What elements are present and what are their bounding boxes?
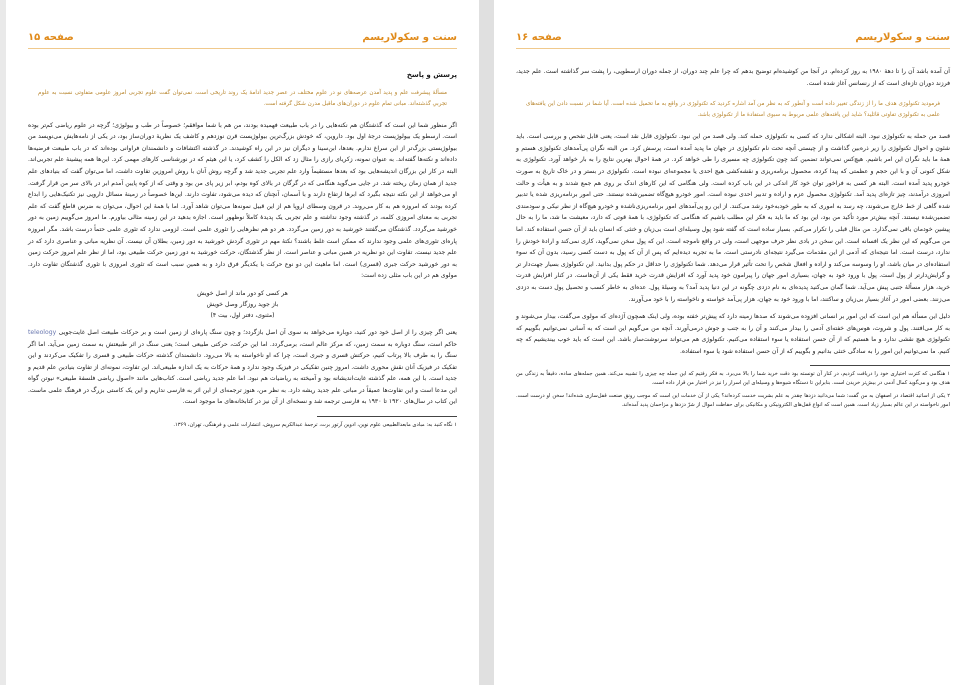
answer-paragraph: دلیل این مسأله هم این است که این امور بر انسانی افزوده می‌شوند که صدها زمینه دارد که پیش‌تر خفته بوده، ولی اینک همچون آژده‌ای که مولوی می‌گفت، بیدار می‌شوند و به کار می‌افتند. پول و شروت، هوس‌های خفته‌ای آدمی را بیدار می‌کنند و آن را به جنب و جوش درمی‌آورند. آنچه من می‌گویم این است که به آسانی نمی‌توانیم بگوییم که تکنولوژی هیچ نقشی ندارد و ما هستیم که از آن حسن استفاده یا سوء استفاده می‌کنیم. تکنولوژی هم می‌تواند سرنوشت‌ساز باشد. این است که باید خوب بیندیشیم که چه کنیم. ما نمی‌توانیم این امور را به سادگی خنثی بدانیم و بگوییم که از آن حسن استفاده شود یا سوء استفاده. xyxy=(516,313,950,355)
paragraph-text: حاکم است، سنگ دوباره به سمت زمین، که مرکز عالم است، برمی‌گردد. اما این حرکت، حرکتی طبیعی است؛ یعنی سنگ در اثر طبیعتش به سمت زمین می‌آید. اما اگر سنگ را به طرف بالا پرتاب کنیم، حرکتش قسری و جبری است، چرا که او ناخواسته به بالا می‌رود. دانشمندان گذشته حرکات طبیعی و قسری را تفکیک می‌کردند و این تفکیک در فیزیک آنان نقش محوری داشت. امروز چنین تفکیکی در فیزیک وجود ندارد و همهٔ حرکات به یک اندازه طبیعی‌اند. این تفاوت، نمونه‌ای از تفاوت بنیادین علم قدیم و جدید است. با این همه، علم گذشته غایت‌اندیشانه بود و آمیخته به ریاضیات هم نبود. اما علم جدید ریاضی است. کتاب‌هایی مانند «اصول ریاضی فلسفهٔ طبیعی» نیوتن xyxy=(28,340,458,383)
page-number: صفحه ۱۶ xyxy=(516,32,562,43)
page-body xyxy=(516,66,950,414)
answer-paragraph xyxy=(28,327,457,408)
verse-line: هر کسی کو دور ماند از اصل خویش xyxy=(197,289,288,297)
poem-verse xyxy=(28,288,457,321)
page-gutter xyxy=(479,0,494,685)
answer-paragraph: قصد من حمله به تکنولوژی نبود. البته اشکالی ندارد که کسی به تکنولوژی حمله کند. ولی قصد من این نبود. تکنولوژی قابل نقد است، یعنی قابل تفحص و بررسی است. باید شئون و احوال تکنولوژی را زیر ذره‌بین گذاشت و از چیستی آنچه تحت نام تکنولوژی در جهان ما پدید آمده است، پرسش کرد. من البته نگران پی‌آمدهای تکنولوژی هستم و همهٔ ما باید نگران این امر باشیم. هیچ‌کس نمی‌تواند تضمین کند چون تکنولوژی چه مسیری را طی خواهد کرد. در همهٔ احوال بهترین نتایج را به بار خواهد آورد. تکنولوژی به شکل کنونی آن و با این حجم و عظمتی که پیدا کرده، محصول برنامه‌ریزی و نقشه‌کشی هیچ احدی یا مجموعه‌ای نبوده است. تکنولوژی در بستر و در خاک تاریخ به صورت خودرو پدید آمده است. البته هر کسی به فراخور توان خود کار اندکی در این باب کرده است. ولی هنگامی که این کارهای اندک بر روی هم جمع شدند و به هیأت و حالت امروزی درآمدند، چیز تازه‌ای پدید آمد. تکنولوژی محصول عزم و اراده و تدبیر احدی نبوده است. امور خودرو هیچ‌گاه تضمین‌شده نیستند. حتی امور برنامه‌ریزی شده یا تدبیر شده گاهی از خط خارج می‌شوند، چه رسد به اموری که به طور خودبه‌خود رشد می‌کنند. از این رو پی‌آمدهای امور برنامه‌ریزی‌ناشده و خودرو هیچ‌گاه از نظر نیکی و سودمندی تضمین‌شده نیستند. آنچه بیش‌تر مورد تأکید من بود، این بود که ما باید به فکر این مطلب باشیم که هنگامی که تکنولوژی، با همهٔ قوتی که دارد، معیشت ما شد، ما را به حال پیشین خودمان باقی نمی‌گذارد. من مثال قبلی را تکرار می‌کنم. بسیار ساده است که گفته شود پول وسیله‌ای است بی‌زیان و خنثی که انسان باید از آن حسن استفاده کند. اما من می‌گویم که این نظر یک افسانه است. این سخن در بادی نظر حرف موجهی است، ولی در واقع ناموجه است. این که پول سخن نمی‌گوید، کاری نمی‌کند و ارادهٔ خودش را ندارد، درست است. اما نتیجه‌ای که آدمی از این مقدمات می‌گیرد نتیجه‌ای نادرستی است. ما به تجربه دیده‌ایم که پس از آن که پول به دست کسی رسید، بدون آن که سوء استفاده‌ای در میان باشد، او را وسوسه می‌کند و اراده و افعال شخص را تحت تأثیر قرار می‌دهد. شما تکنولوژی را حداقل در حکم پول بدانید. این تکنولوژی بسیار جهت‌دار تر و گرایش‌دارتر از پول است. پول با ورود خود به جهان، بسیاری امور جهان را پیرامون خود پدید آورد که افزایش قدرت خرید فقط یکی از آن‌هاست. در کنار افزایش قدرت خرید، هزار مسألهٔ جنبی پیش می‌آید. شما گمان می‌کنید پدیده‌ای به نام دزدی چگونه در این دنیا پدید آمد؟ به وسیلهٔ پول. عده‌ای به خاطر کسب و تحصیل پول دست به دزدی می‌زنند. بعضی امور در آغاز بسیار بی‌زیان و ساکتند، اما با ورود خود به جهان، هزار پی‌آمد خواسته و ناخواسته را با خود می‌آورند. xyxy=(516,133,950,303)
verse-line: باز جوید روزگار وصل خویش xyxy=(206,300,279,308)
paragraph-text: گواه این مدعا است و این تفاوت‌ها عمیقاً در مبانی علم جدید ریشه دارد. به نظر من، هنوز ترجمه‌ای از این اثر به فارسی نداریم و این یک کاستی بزرگ در فرهنگ علمی ماست. این کتاب در سال‌های ۱۹۲۰ تا ۱۹۳۰ به فارسی ترجمه شد و نسخه‌ای از آن نیز در کتابخانه‌های ما موجود است. xyxy=(28,375,457,406)
question-abstract: مسألهٔ پیشرفت علم و پدید آمدن عرصه‌های نو در علوم مختلف در عصر جدید ادامهٔ یک روند تاریخی است. نمی‌توان گفت علوم تجربی امروز علومی متفاوتی نسبت به علوم تجربیِ گذشته‌اند. مبانی تمام علوم در دوران‌های ماقبل مدرن شکل گرفته است. xyxy=(38,89,447,107)
right-page xyxy=(494,0,972,685)
question-abstract: فرمودید تکنولوژی هدف ما را از زندگی تغییر داده است و آنطور که به نظر من آمد اشاره کردید که تکنولوژی در واقع به ما تحمیل شده است. آیا شما در نسبت دادن این یافته‌های علمی به تکنولوژی تفاوتی قائلید؟ شاید این یافته‌های علمی مربوط به سبوی استفادهٔ ما از تکنولوژی باشد. xyxy=(526,101,940,119)
footnote: ۱ نگاه کنید به: مبادی مابعدالطبیعی علوم نوین، ادوین آرتور برت، ترجمهٔ عبدالکریم سروش، انتشارات علمی و فرهنگی، تهران، ۱۳۶۹. xyxy=(173,422,457,429)
left-page xyxy=(6,0,479,685)
paragraph-text: یعنی اگر چیزی را از اصل خود دور کنید، دوباره می‌خواهد به سوی آن اصل بازگردد؛ و چون سنگ پاره‌ای از زمین است و بر حرکات طبیعت اصل غایت‌جویی xyxy=(58,328,457,336)
footnote: ۱ هنگامی که کثرت اختیاری خود را دریافت کردیم، در کنار آن تونسته بود دقت خرید شما را بالا می‌برد. به فکر رفتیم که این جمله چه چیزی را تشبیه می‌کند. همین جمله‌های ساده، دقیقاً به زندگی من هدف بود و می‌گوید کمال آدمی در بیش‌تر خریدن است. بنابراین تا دستگاه شیوه‌ها و وسیله‌ای این اسرار را نیز در اختیار من قرار داده است. xyxy=(516,371,950,387)
page-header xyxy=(28,28,457,49)
verse-citation: (مثنوی، دفتر اول، بیت ۴) xyxy=(210,311,275,319)
page-header xyxy=(516,28,950,49)
answer-paragraph: اگر منظور شما این است که گذشتگان هم نکته‌هایی را در باب طبیعت فهمیده بودند، من هم با شما موافقم؛ خصوصاً در طب و بیولوژی؛ گرچه در علوم ریاضی کم‌تر بوده است. ارسطو یک بیولوژیست درجهٔ اول بود. داروین، که خودش بزرگ‌ترین بیولوژیست قرن نوزدهم و کاشف یک نظریهٔ دوران‌ساز بود، در یکی از نامه‌هایش می‌نویسد من بیولوژیستی بزرگ‌تر از این سراغ ندارم. بعدها، ابن‌سینا و دیگران نیز در این راه کوشیدند. در گذشته اکتشافات و دانشمندان فراوانی بوده‌اند که در باب طبیعت فرضیه‌ها داده‌اند و نکته‌ها گفته‌اند. به عنوان نمونه، زکریای رازی را مثال زد که الکل را کشف کرد، یا ابن هیثم که در نورشناسی کارهای مهمی کرد. این‌ها همه پیشینهٔ علم تجربی‌اند. البته در کار این بزرگان اندیشه‌هایی بود که بعدها مستقیماً وارد علم تجربی جدید شد و گرچه روش آنان با روش امروزین تفاوت داشت، اما می‌توان گفت که بنیادهای علم جدید از همان زمان ریخته شد. در جایی می‌گوید هنگامی که در گرگان در بالای کوه بودم، ابر زیر پای من بود و وقتی که از کوه پایین آمدم ابر در بالای سر من قرار گرفت. او می‌خواهد از این نکته نتیجه بگیرد که ابرها ارتفاع دارند و با آسمان، آنچنان که دیده می‌شود، تفاوت دارند. این‌ها خصوصاً در زمینهٔ مسائل دارویی نیز تکنیک‌هایی را ابداع کرده بودند که امروزه هم به کار می‌روند. در قرون وسطای اروپا هم از این قبیل نمونه‌ها می‌توان شاهد آورد. اما با همهٔ این احوال، می‌توان به ضرس قاطع گفت که علم تجربی به معنای امروزی کلمه، در گذشته وجود نداشته و علم تجربی یک پدیدهٔ کاملاً نوظهور است. اجازه بدهید در این زمینه مثالی بیاورم. ما امروز می‌گوییم زمین به دور خورشید می‌گردد. گذشتگان می‌گفتند خورشید به دور زمین می‌گردد. هر دو هم نظرهایی را تئوری علمی است. لزومی ندارد که تئوری علمی حتماً درست باشد. مگر امروزه پاره‌ای تئوری‌های علمی وجود ندارند که ممکن است غلط باشند؟ نکتهٔ مهم در تئوری گردش خورشید به دور زمین، بطلان آن نیست. آن نظریه مبانی و عناصری دارد که در علم جدید نیست. تفاوت این دو نظریه در همین مبانی و عناصر است. از نظر گذشتگان، حرکت خورشید به دور زمین حرکت طبیعی بود، اما از نظر علم امروز حرکت زمین به دور خورشید حرکت جبری (قسری) است. اما ماهیت این دو نوع حرکت با یکدیگر فرق دارد و به همین سبب است که تئوری امروزی با تئوری گذشتگان تفاوت دارد. مولوی هم در این باب مثلی زده است: xyxy=(28,121,457,280)
footnote-divider xyxy=(810,365,950,366)
header-title: سنت و سکولاریسم xyxy=(855,32,950,43)
page-number: صفحه ۱۵ xyxy=(28,32,74,43)
page-body xyxy=(28,70,457,434)
footnote-divider xyxy=(317,416,457,417)
latin-term: teleology xyxy=(28,328,57,336)
footnote: ۲ یکی از اساتید اقتصاد در اصفهان به من گفت: شما می‌دانید دزدها چقدر به علم بشریت خدمت کرده‌اند؟ یکی از آن خدمات این است که موجب رونق صنعت قفل‌سازی شده‌اند! سخن او درست است. امور ناخواسته در این عالم بسیار زیاد است. همین است که انواع قفل‌های الکترونیکی و مکانیکی برای حفاظت اموال از شرّ دزدها و مزاحمان پدید آمده‌اند. xyxy=(516,393,950,409)
section-title: پرسش و پاسخ xyxy=(406,71,457,79)
intro-paragraph: آن آمده باشد آن را تا دههٔ ۱۹۸۰ به روز کرده‌ام. در آنجا من کوشیده‌ام توضیح بدهم که چرا علم چند دوران، از جمله دوران ارسطویی، را پشت سر گذاشته است. علم جدید، فرزند دوران تازه‌ای است که از رنسانس آغاز شده است. xyxy=(516,68,950,87)
header-title: سنت و سکولاریسم xyxy=(362,32,457,43)
